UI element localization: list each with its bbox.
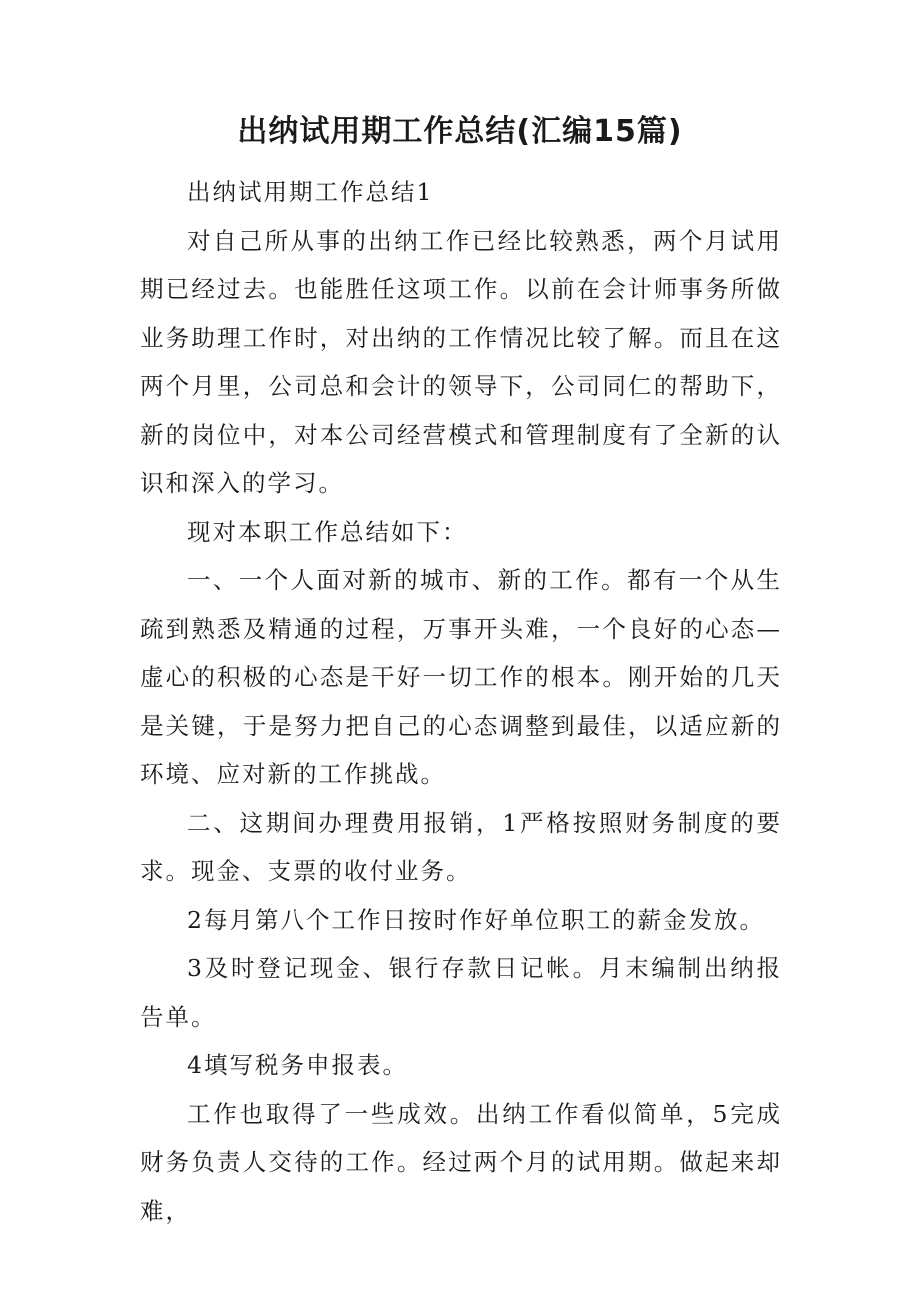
document-title: 出纳试用期工作总结(汇编15篇) [237, 114, 683, 149]
document-body [140, 168, 782, 1235]
paragraph: 3及时登记现金、银行存款日记帐。月末编制出纳报告单。 [140, 954, 782, 1031]
paragraph: 一、一个人面对新的城市、新的工作。都有一个从生疏到熟悉及精通的过程，万事开头难，一个良好的心态—虚心的积极的心态是干好一切工作的根本。刚开始的几天是关键，于是努力把自己的心态调整到最佳，以适应新的环境、应对新的工作挑战。 [140, 566, 782, 788]
paragraph: 4填写税务申报表。 [187, 1051, 408, 1079]
paragraph: 二、这期间办理费用报销，1严格按照财务制度的要求。现金、支票的收付业务。 [140, 808, 782, 885]
section-heading: 出纳试用期工作总结1 [187, 178, 434, 206]
paragraph: 现对本职工作总结如下： [187, 517, 468, 546]
paragraph: 工作也取得了一些成效。出纳工作看似简单，5完成财务负责人交待的工作。经过两个月的试用期。做起来却难， [140, 1099, 782, 1225]
paragraph: 2每月第八个工作日按时作好单位职工的薪金发放。 [187, 905, 765, 934]
paragraph: 对自己所从事的出纳工作已经比较熟悉，两个月试用期已经过去。也能胜任这项工作。以前在会计师事务所做业务助理工作时，对出纳的工作情况比较了解。而且在这两个月里，公司总和会计的领导下，公司同仁的帮助下，新的岗位中，对本公司经营模式和管理制度有了全新的认识和深入的学习。 [140, 226, 782, 497]
